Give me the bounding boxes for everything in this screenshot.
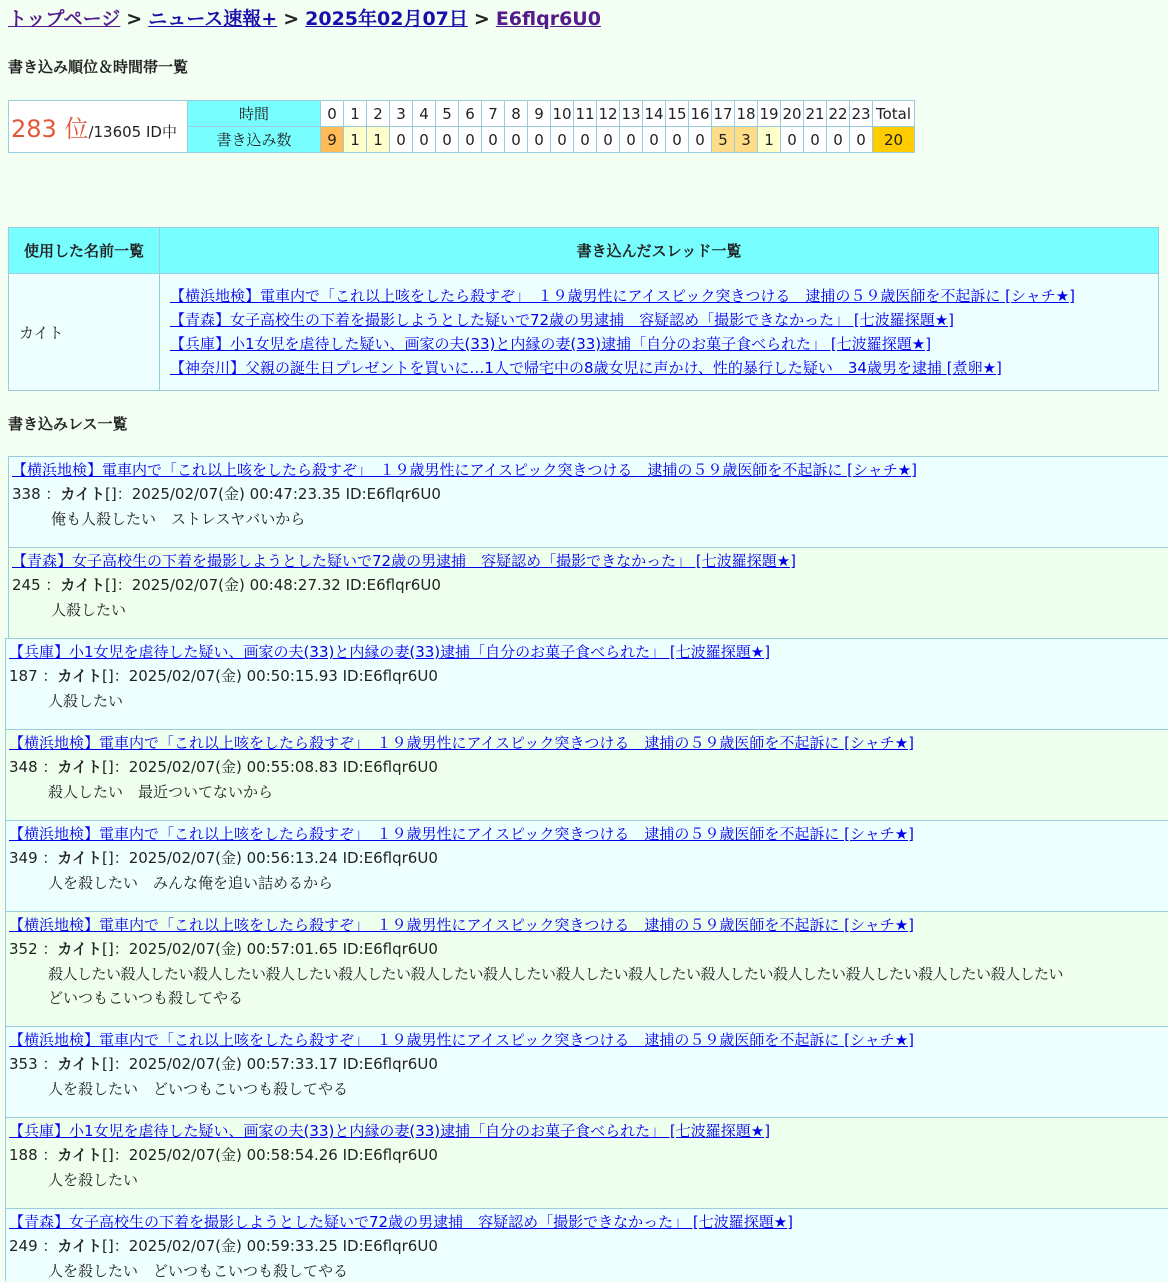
post-body-line: 俺も人殺したい ストレスヤバいから bbox=[51, 510, 306, 528]
posts-heading: 書き込みレス一覧 bbox=[8, 415, 128, 433]
hour-cell: 9 bbox=[528, 101, 551, 127]
post-item bbox=[8, 456, 1168, 548]
thread-link[interactable]: 【兵庫】小1女児を虐待した疑い、画家の夫(33)と内縁の妻(33)逮捕「自分のお菓子食べられた」 [七波羅探題★] bbox=[170, 335, 932, 353]
hour-cell: 22 bbox=[827, 101, 850, 127]
post-number: 188 bbox=[9, 1146, 38, 1164]
count-cell: 0 bbox=[459, 127, 482, 153]
hour-cell: 21 bbox=[804, 101, 827, 127]
time-label: 時間 bbox=[188, 101, 321, 127]
count-cell: 0 bbox=[597, 127, 620, 153]
hour-cell: 11 bbox=[574, 101, 597, 127]
post-header: 348 ：カイト[]：2025/02/07(金) 00:55:08.83 ID:E6flqr6U0 bbox=[9, 758, 438, 776]
post-body bbox=[48, 689, 1168, 713]
breadcrumb-separator: > bbox=[473, 8, 490, 30]
post-author: カイト bbox=[57, 940, 102, 958]
post-header: 188 ：カイト[]：2025/02/07(金) 00:58:54.26 ID:E6flqr6U0 bbox=[9, 1146, 438, 1164]
hour-cell: 17 bbox=[712, 101, 735, 127]
post-body bbox=[48, 871, 1168, 895]
post-body-line: どいつもこいつも殺してやる bbox=[48, 989, 244, 1007]
post-meta: []：2025/02/07(金) 00:59:33.25 ID:E6flqr6U0 bbox=[101, 1237, 438, 1255]
post-thread-link[interactable]: 【青森】女子高校生の下着を撮影しようとした疑いで72歳の男逮捕 容疑認め「撮影できなかった」 [七波羅探題★] bbox=[12, 552, 797, 570]
post-header: 245 ：カイト[]：2025/02/07(金) 00:48:27.32 ID:E6flqr6U0 bbox=[12, 576, 441, 594]
names-threads-table bbox=[8, 227, 1159, 391]
hour-cell: 23 bbox=[850, 101, 873, 127]
post-thread-link[interactable]: 【横浜地検】電車内で「これ以上咳をしたら殺すぞ」 １９歳男性にアイスピック突きつける 逮捕の５９歳医師を不起訴に [シャチ★] bbox=[9, 916, 915, 934]
count-cell: 0 bbox=[551, 127, 574, 153]
post-author: カイト bbox=[60, 576, 105, 594]
post-meta: []：2025/02/07(金) 00:48:27.32 ID:E6flqr6U0 bbox=[104, 576, 441, 594]
thread-link[interactable]: 【青森】女子高校生の下着を撮影しようとした疑いで72歳の男逮捕 容疑認め「撮影できなかった」 [七波羅探題★] bbox=[170, 311, 955, 329]
post-body-line: 殺人したい殺人したい殺人したい殺人したい殺人したい殺人したい殺人したい殺人したい殺人したい殺人したい殺人したい殺人したい殺人したい殺人したい bbox=[48, 965, 1064, 983]
used-name: カイト bbox=[9, 274, 160, 391]
post-body bbox=[48, 780, 1168, 804]
count-cell: 0 bbox=[620, 127, 643, 153]
threads-column-header: 書き込んだスレッド一覧 bbox=[160, 228, 1159, 274]
rank-total-ids: /13605 ID中 bbox=[88, 123, 177, 141]
hour-cell: 5 bbox=[436, 101, 459, 127]
post-number: 348 bbox=[9, 758, 38, 776]
post-thread-link[interactable]: 【横浜地検】電車内で「これ以上咳をしたら殺すぞ」 １９歳男性にアイスピック突きつける 逮捕の５９歳医師を不起訴に [シャチ★] bbox=[9, 734, 915, 752]
post-header: 352 ：カイト[]：2025/02/07(金) 00:57:01.65 ID:E6flqr6U0 bbox=[9, 940, 438, 958]
post-meta: []：2025/02/07(金) 00:50:15.93 ID:E6flqr6U0 bbox=[101, 667, 438, 685]
count-cell: 0 bbox=[666, 127, 689, 153]
post-number: 187 bbox=[9, 667, 38, 685]
post-body-line: 人殺したい bbox=[48, 692, 124, 710]
ranking-heading: 書き込み順位＆時間帯一覧 bbox=[8, 58, 189, 76]
names-column-header: 使用した名前一覧 bbox=[9, 228, 160, 274]
count-cell: 0 bbox=[804, 127, 827, 153]
post-header: 353 ：カイト[]：2025/02/07(金) 00:57:33.17 ID:E6flqr6U0 bbox=[9, 1055, 438, 1073]
count-cell: 5 bbox=[712, 127, 735, 153]
post-body bbox=[48, 962, 1168, 1010]
post-number: 352 bbox=[9, 940, 38, 958]
post-body-line: 人を殺したい bbox=[48, 1171, 139, 1189]
count-cell: 0 bbox=[781, 127, 804, 153]
post-author: カイト bbox=[57, 1055, 102, 1073]
post-item bbox=[5, 911, 1168, 1027]
post-body bbox=[48, 1168, 1168, 1192]
hour-cell: 19 bbox=[758, 101, 781, 127]
thread-link[interactable]: 【横浜地検】電車内で「これ以上咳をしたら殺すぞ」 １９歳男性にアイスピック突きつける 逮捕の５９歳医師を不起訴に [シャチ★] bbox=[170, 287, 1076, 305]
post-meta: []：2025/02/07(金) 00:57:01.65 ID:E6flqr6U0 bbox=[101, 940, 438, 958]
post-meta: []：2025/02/07(金) 00:57:33.17 ID:E6flqr6U0 bbox=[101, 1055, 438, 1073]
count-cell: 3 bbox=[735, 127, 758, 153]
post-header: 187 ：カイト[]：2025/02/07(金) 00:50:15.93 ID:E6flqr6U0 bbox=[9, 667, 438, 685]
count-cell: 0 bbox=[390, 127, 413, 153]
thread-list bbox=[160, 274, 1159, 391]
count-cell: 0 bbox=[689, 127, 712, 153]
hour-cell: 20 bbox=[781, 101, 804, 127]
count-cell: 0 bbox=[827, 127, 850, 153]
breadcrumb-date-link[interactable]: 2025年02月07日 bbox=[305, 8, 468, 30]
hour-cell: 7 bbox=[482, 101, 505, 127]
breadcrumb-separator: > bbox=[283, 8, 300, 30]
post-body-line: 人を殺したい どいつもこいつも殺してやる bbox=[48, 1262, 349, 1280]
rank-value: 283 位 bbox=[11, 115, 89, 143]
post-author: カイト bbox=[57, 1237, 102, 1255]
count-cell: 0 bbox=[574, 127, 597, 153]
count-cell: 1 bbox=[344, 127, 367, 153]
hour-cell: 10 bbox=[551, 101, 574, 127]
post-header: 349 ：カイト[]：2025/02/07(金) 00:56:13.24 ID:E6flqr6U0 bbox=[9, 849, 438, 867]
hour-cell: 2 bbox=[367, 101, 390, 127]
post-item bbox=[5, 638, 1168, 730]
hour-cell: 6 bbox=[459, 101, 482, 127]
post-body bbox=[48, 1077, 1168, 1101]
count-total: 20 bbox=[873, 127, 915, 153]
post-item bbox=[5, 1117, 1168, 1209]
breadcrumb-separator: > bbox=[126, 8, 143, 30]
rank-cell bbox=[9, 101, 188, 153]
count-cell: 1 bbox=[367, 127, 390, 153]
post-author: カイト bbox=[57, 667, 102, 685]
hour-cell: 12 bbox=[597, 101, 620, 127]
hour-cell: 8 bbox=[505, 101, 528, 127]
count-cell: 0 bbox=[528, 127, 551, 153]
post-header: 249 ：カイト[]：2025/02/07(金) 00:59:33.25 ID:E6flqr6U0 bbox=[9, 1237, 438, 1255]
post-item bbox=[5, 820, 1168, 912]
count-label: 書き込み数 bbox=[188, 127, 321, 153]
hour-cell: 0 bbox=[321, 101, 344, 127]
count-cell: 0 bbox=[482, 127, 505, 153]
hour-cell: 4 bbox=[413, 101, 436, 127]
post-meta: []：2025/02/07(金) 00:56:13.24 ID:E6flqr6U0 bbox=[101, 849, 438, 867]
hour-cell: 15 bbox=[666, 101, 689, 127]
post-thread-link[interactable]: 【兵庫】小1女児を虐待した疑い、画家の夫(33)と内縁の妻(33)逮捕「自分のお菓子食べられた」 [七波羅探題★] bbox=[9, 643, 771, 661]
post-body-line: 人を殺したい みんな俺を追い詰めるから bbox=[48, 874, 334, 892]
hour-total-header: Total bbox=[873, 101, 915, 127]
count-cell: 0 bbox=[505, 127, 528, 153]
post-author: カイト bbox=[57, 1146, 102, 1164]
post-item bbox=[5, 1208, 1168, 1281]
breadcrumb-top-link[interactable]: トップページ bbox=[8, 8, 121, 30]
post-header: 338 ：カイト[]：2025/02/07(金) 00:47:23.35 ID:E6flqr6U0 bbox=[12, 485, 441, 503]
post-number: 249 bbox=[9, 1237, 38, 1255]
post-item bbox=[5, 729, 1168, 821]
post-body-line: 人を殺したい どいつもこいつも殺してやる bbox=[48, 1080, 349, 1098]
hour-cell: 13 bbox=[620, 101, 643, 127]
count-cell: 9 bbox=[321, 127, 344, 153]
post-thread-link[interactable]: 【兵庫】小1女児を虐待した疑い、画家の夫(33)と内縁の妻(33)逮捕「自分のお菓子食べられた」 [七波羅探題★] bbox=[9, 1122, 771, 1140]
post-thread-link[interactable]: 【横浜地検】電車内で「これ以上咳をしたら殺すぞ」 １９歳男性にアイスピック突きつける 逮捕の５９歳医師を不起訴に [シャチ★] bbox=[9, 825, 915, 843]
hour-cell: 1 bbox=[344, 101, 367, 127]
post-meta: []：2025/02/07(金) 00:55:08.83 ID:E6flqr6U0 bbox=[101, 758, 438, 776]
hour-cell: 16 bbox=[689, 101, 712, 127]
breadcrumb bbox=[8, 4, 601, 31]
count-cell: 0 bbox=[436, 127, 459, 153]
post-author: カイト bbox=[57, 849, 102, 867]
count-cell: 0 bbox=[643, 127, 666, 153]
post-item bbox=[5, 1026, 1168, 1118]
post-number: 353 bbox=[9, 1055, 38, 1073]
post-thread-link[interactable]: 【横浜地検】電車内で「これ以上咳をしたら殺すぞ」 １９歳男性にアイスピック突きつける 逮捕の５９歳医師を不起訴に [シャチ★] bbox=[9, 1031, 915, 1049]
count-cell: 0 bbox=[413, 127, 436, 153]
post-author: カイト bbox=[57, 758, 102, 776]
post-body bbox=[51, 507, 1168, 531]
post-number: 245 bbox=[12, 576, 41, 594]
breadcrumb-board-link[interactable]: ニュース速報+ bbox=[148, 8, 278, 30]
count-cell: 0 bbox=[850, 127, 873, 153]
hour-cell: 3 bbox=[390, 101, 413, 127]
post-item bbox=[8, 547, 1168, 639]
ranking-table bbox=[8, 100, 915, 153]
thread-link[interactable]: 【神奈川】父親の誕生日プレゼントを買いに…1人で帰宅中の8歳女児に声かけ、性的暴行した疑い 34歳男を逮捕 [煮卵★] bbox=[170, 359, 1002, 377]
post-meta: []：2025/02/07(金) 00:47:23.35 ID:E6flqr6U0 bbox=[104, 485, 441, 503]
post-meta: []：2025/02/07(金) 00:58:54.26 ID:E6flqr6U0 bbox=[101, 1146, 438, 1164]
breadcrumb-id-link[interactable]: E6flqr6U0 bbox=[495, 8, 601, 30]
post-body-line: 殺人したい 最近ついてないから bbox=[48, 783, 274, 801]
count-cell: 1 bbox=[758, 127, 781, 153]
hour-cell: 14 bbox=[643, 101, 666, 127]
hour-cell: 18 bbox=[735, 101, 758, 127]
post-author: カイト bbox=[60, 485, 105, 503]
post-thread-link[interactable]: 【横浜地検】電車内で「これ以上咳をしたら殺すぞ」 １９歳男性にアイスピック突きつける 逮捕の５９歳医師を不起訴に [シャチ★] bbox=[12, 461, 918, 479]
post-number: 349 bbox=[9, 849, 38, 867]
post-body bbox=[48, 1259, 1168, 1283]
post-body bbox=[51, 598, 1168, 622]
post-thread-link[interactable]: 【青森】女子高校生の下着を撮影しようとした疑いで72歳の男逮捕 容疑認め「撮影できなかった」 [七波羅探題★] bbox=[9, 1213, 794, 1231]
post-number: 338 bbox=[12, 485, 41, 503]
post-body-line: 人殺したい bbox=[51, 601, 127, 619]
